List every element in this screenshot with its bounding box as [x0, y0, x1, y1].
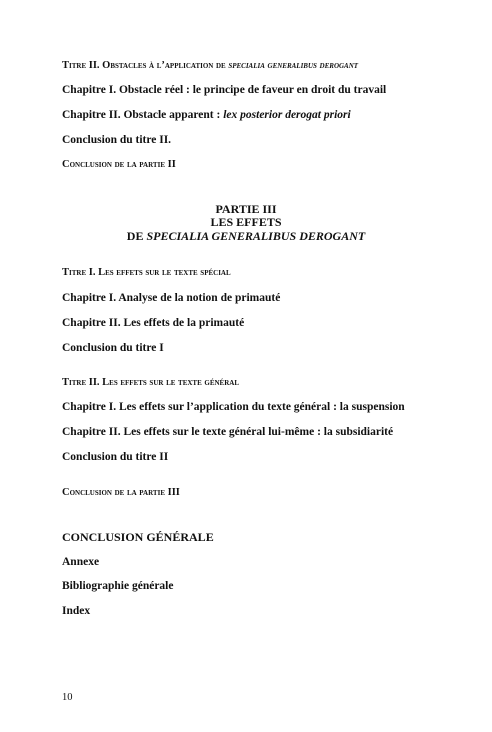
toc-entry-conclusion-titre-1: Conclusion du titre I	[62, 342, 164, 354]
toc-entry-conclusion-generale: CONCLUSION GÉNÉRALE	[62, 530, 214, 544]
part-title-prefix: DE	[126, 229, 147, 243]
toc-entry-conclusion-partie-3: Conclusion de la partie III	[62, 487, 180, 498]
toc-entry-italic: specialia generalibus derogant	[228, 60, 359, 71]
toc-entry-chapitre-1: Chapitre I. Analyse de la notion de primauté	[62, 292, 281, 304]
part-title	[0, 230, 492, 243]
toc-entry-conclusion-titre-2: Conclusion du titre II.	[62, 134, 172, 146]
toc-entry-label: Chapitre II. Obstacle apparent :	[62, 109, 224, 121]
toc-entry-conclusion-titre-2: Conclusion du titre II	[62, 451, 169, 463]
toc-entry-label: Obstacles à l’application de	[102, 60, 229, 71]
toc-entry-chapitre-2: Chapitre II. Les effets sur le texte général lui-même : la subsidiarité	[62, 426, 394, 438]
toc-entry-italic: lex posterior derogat priori	[223, 109, 351, 121]
toc-entry-titre-2: Titre II. Les effets sur le texte général	[62, 377, 239, 388]
toc-entry-chapitre-2	[62, 108, 351, 122]
toc-entry-chapitre-1: Chapitre I. Les effets sur l’application du texte général : la suspension	[62, 401, 405, 413]
part-subheading: LES EFFETS	[210, 215, 282, 229]
toc-entry-index: Index	[62, 605, 91, 617]
toc-entry-titre-2-obstacles	[62, 59, 358, 73]
toc-entry-chapitre-1: Chapitre I. Obstacle réel : le principe de faveur en droit du travail	[62, 84, 387, 96]
page-number: 10	[62, 692, 73, 703]
toc-entry-conclusion-partie-2: Conclusion de la partie II	[62, 159, 176, 170]
toc-entry-chapitre-2: Chapitre II. Les effets de la primauté	[62, 317, 245, 329]
toc-entry-prefix: Titre II.	[62, 60, 103, 71]
part-title-italic: SPECIALIA GENERALIBUS DEROGANT	[146, 229, 366, 243]
toc-entry-annexe: Annexe	[62, 556, 100, 568]
part-heading: PARTIE III	[215, 202, 277, 216]
toc-entry-titre-1: Titre I. Les effets sur le texte spécial	[62, 267, 231, 278]
toc-entry-bibliographie: Bibliographie générale	[62, 580, 174, 592]
